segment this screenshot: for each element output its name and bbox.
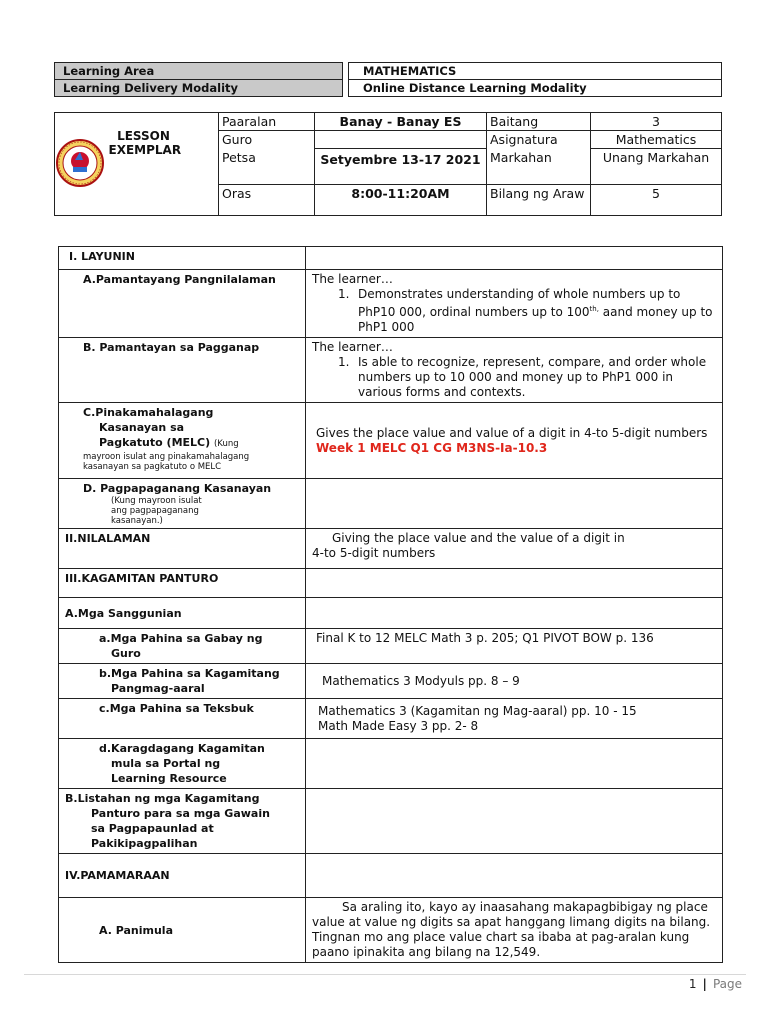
asignatura-value: Mathematics bbox=[591, 131, 722, 149]
gabay-label: a.Mga Pahina sa Gabay ng Guro bbox=[59, 629, 306, 664]
kagamitan-heading: III.KAGAMITAN PANTURO bbox=[59, 569, 306, 598]
learning-area-label: Learning Area bbox=[55, 63, 343, 80]
teksbuk-content: Mathematics 3 (Kagamitan ng Mag-aaral) pp. 10 - 15 Math Made Easy 3 pp. 2- 8 bbox=[306, 699, 723, 739]
paaralan-label: Paaralan bbox=[219, 113, 315, 131]
modality-value: Online Distance Learning Modality bbox=[349, 80, 722, 97]
bilang-label: Bilang ng Araw bbox=[487, 185, 591, 216]
layunin-heading: I. LAYUNIN bbox=[59, 247, 306, 270]
deped-seal-icon bbox=[56, 139, 104, 187]
modality-label: Learning Delivery Modality bbox=[55, 80, 343, 97]
kagamitang-content: Mathematics 3 Modyuls pp. 8 – 9 bbox=[306, 664, 723, 699]
petsa-value: Setyembre 13-17 2021 bbox=[315, 149, 487, 185]
page-label: Page bbox=[712, 977, 742, 991]
lesson-plan-table bbox=[58, 246, 723, 963]
oras-label: Oras bbox=[219, 185, 315, 216]
melc-label: C.Pinakamahalagang Kasanayan sa Pagkatuto (MELC) (Kung mayroon isulat ang pinakamahalagang kasanayan sa pagkatuto o MELC bbox=[59, 403, 306, 479]
guro-label: Guro bbox=[219, 131, 315, 149]
melc-code: Week 1 MELC Q1 CG M3NS-Ia-10.3 bbox=[316, 440, 548, 455]
petsa-label: Petsa bbox=[219, 149, 315, 185]
kagamitang-label: b.Mga Pahina sa Kagamitang Pangmag-aaral bbox=[59, 664, 306, 699]
pamantayan-pagganap-content: The learner… 1. Is able to recognize, represent, compare, and order whole numbers up to 10 000 and money up to PhP1 000 in various forms and contexts. bbox=[306, 338, 723, 403]
page-footer: 1 | Page bbox=[688, 977, 742, 991]
sanggunian-label: A.Mga Sanggunian bbox=[59, 598, 306, 629]
header-table bbox=[54, 62, 722, 97]
nilalaman-heading: II.NILALAMAN bbox=[59, 529, 306, 569]
oras-value: 8:00-11:20AM bbox=[315, 185, 487, 216]
footer-divider bbox=[24, 974, 746, 975]
teksbuk-label: c.Mga Pahina sa Teksbuk bbox=[59, 699, 306, 739]
listahan-label: B.Listahan ng mga Kagamitang Panturo para sa mga Gawain sa Pagpapaunlad at Pakikipagpalihan bbox=[59, 789, 306, 854]
guro-value bbox=[315, 131, 487, 149]
lesson-info-table bbox=[54, 112, 722, 216]
lesson-exemplar-title: LESSON EXEMPLAR bbox=[105, 113, 219, 216]
markahan-value: Unang Markahan bbox=[591, 149, 722, 185]
karagdagang-label: d.Karagdagang Kagamitan mula sa Portal ng Learning Resource bbox=[59, 739, 306, 789]
baitang-label: Baitang bbox=[487, 113, 591, 131]
markahan-label: Markahan bbox=[487, 149, 591, 185]
page-number: 1 bbox=[688, 977, 697, 991]
melc-content: Gives the place value and value of a digit in 4-to 5-digit numbers Week 1 MELC Q1 CG M3NS-Ia-10.3 bbox=[306, 403, 723, 479]
school-seal-cell bbox=[55, 113, 105, 216]
asignatura-label: Asignatura bbox=[487, 131, 591, 149]
panimula-label: A. Panimula bbox=[59, 898, 306, 963]
pamantayan-pagganap-label: B. Pamantayan sa Pagganap bbox=[59, 338, 306, 403]
pagpapaganang-label: D. Pagpapaganang Kasanayan (Kung mayroon isulat ang pagpapaganang kasanayan.) bbox=[59, 479, 306, 529]
pamamaraan-heading: IV.PAMAMARAAN bbox=[59, 854, 306, 898]
bilang-value: 5 bbox=[591, 185, 722, 216]
panimula-content: Sa araling ito, kayo ay inaasahang makapagbibigay ng place value at value ng digits sa apat hanggang limang digits na bilang. Tingnan mo ang place value chart sa ibaba at pag-aralan kung paano ipinakita ang bilang na 12,549. bbox=[306, 898, 723, 963]
gabay-content: Final K to 12 MELC Math 3 p. 205; Q1 PIVOT BOW p. 136 bbox=[306, 629, 723, 664]
pamantayang-pangnilalaman-content: The learner… 1. Demonstrates understanding of whole numbers up to PhP10 000, ordinal numbers up to $100^{th,}$ aand money up to PhP1 000 bbox=[306, 270, 723, 338]
paaralan-value: Banay - Banay ES bbox=[315, 113, 487, 131]
learning-area-value: MATHEMATICS bbox=[349, 63, 722, 80]
nilalaman-content: Giving the place value and the value of a digit in 4-to 5-digit numbers bbox=[306, 529, 723, 569]
pamantayang-pangnilalaman-label: A.Pamantayang Pangnilalaman bbox=[59, 270, 306, 338]
baitang-value: 3 bbox=[591, 113, 722, 131]
